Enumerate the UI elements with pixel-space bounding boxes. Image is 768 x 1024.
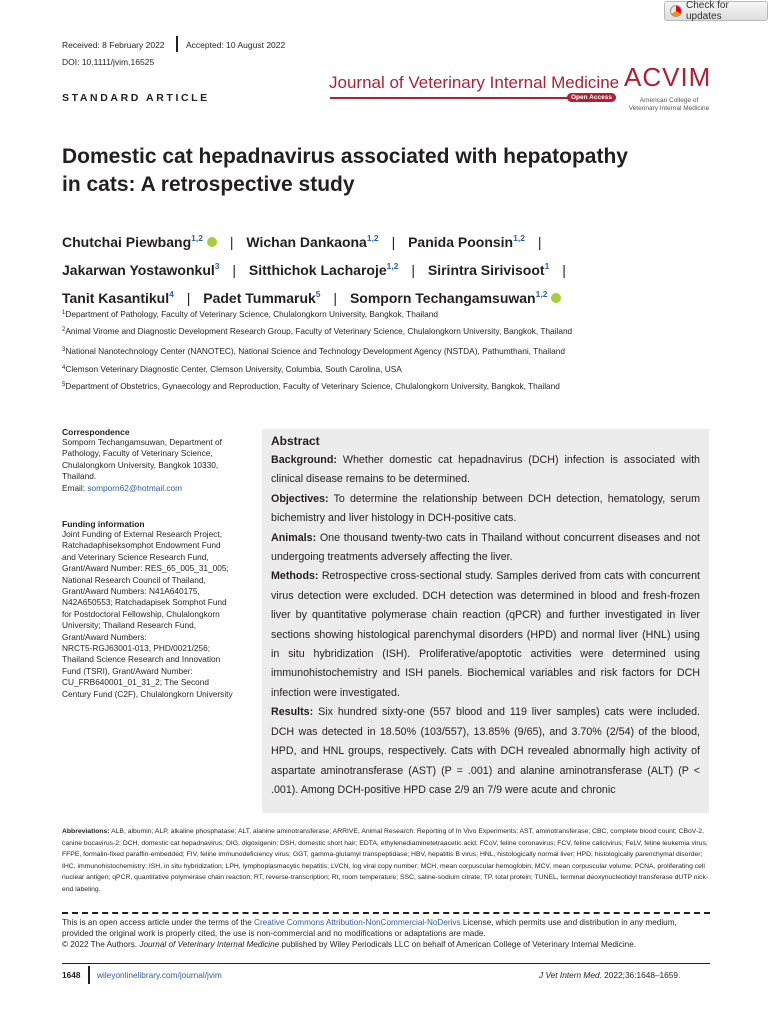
- open-access-badge: Open Access: [567, 93, 616, 102]
- funding-block: Funding information Joint Funding of External Research Project, Ratchadaphiseksomphot Endowment Fund and Veterinary Science Research Fund, Grant/Award Number: RES_65_005_31_005; National Research Council of Thailand, Grant/Award Numbers: N41A640175, N42A650553; Ratchadapisek Somphot Fund for Postdoctoral Fellowship, Chulalongkorn University; Thailand Research Fund, Grant/Award Numbers: NRCT5-RGJ63001-013, PHD/0021/256; Thailand Science Research and Innovation Fund (TSRI), Grant/Award Number: CU_FRB640001_01_31_2; The Second Century Fund (C2F), Chulalongkorn University: [62, 519, 272, 700]
- license-separator: [62, 912, 710, 914]
- acvim-logo: ACVIM: [624, 62, 712, 92]
- abbreviations: Abbreviations: ALB, albumin; ALP, alkaline phosphatase; ALT, alanine aminotransferase; ARRIVE, Animal Research: Reporting of In Vivo Experiments; AST, aminotransferase; CBC, complete blood count; CBoV-2, canine bocavirus-2; DCH, domestic cat hepadnavirus; DIG, digoxigenin; DSH, domestic short hair; EDTA, ethylenediaminetetraacetic acid; FCoV, feline coronavirus; FCV, feline calicivirus; FeLV, feline leukemia virus; FFPE, formalin-fixed paraffin-embedded; FIV, feline immunodeficiency virus; GGT, gamma-glutamyl transpeptidase; HBV, hepatitis B virus; HNL, histologically normal liver; HPD, histologically parenchymal disorder; IHC, immunohistochemistry; ISH, in situ hybridization; LPH, lymphoplasmacytic hepatitis; LVCN, log viral copy number; MCH, mean corpuscular hemoglobin; MCV, mean corpuscular volume; PCNA, proliferating cell nuclear antigen; qPCR, quantitative polymerase chain reaction; RT, reverse-transcription; Rt, room temperature; SSC, saline-sodium citrate; TP, total protein; TUNEL, terminal deoxynucleotidyl transferase dUTP nick-end labeling.: [62, 828, 709, 893]
- author-name: Somporn Techangamsuwan: [349, 290, 536, 306]
- footer-divider: [88, 966, 90, 984]
- correspondence-heading: Correspondence: [62, 427, 130, 437]
- abstract-heading: Abstract: [271, 434, 320, 448]
- author-name: Jakarwan Yostawonkul: [62, 262, 215, 278]
- abstract-animals: Animals: One thousand twenty-two cats in Thailand without concurrent diseases and not undergoing treatments adversely affecting the liver.: [271, 531, 700, 564]
- acvim-logo-subtitle: American College of Veterinary Internal Medicine: [628, 97, 710, 112]
- correspondence-line: Chulalongkorn University, Bangkok 10330,: [62, 459, 219, 470]
- author-name: Sitthichok Lacharoje: [248, 262, 387, 278]
- license-link[interactable]: Creative Commons Attribution-NonCommercial-NoDerivs: [254, 918, 461, 927]
- affiliation: $^1$Department of Pathology, Faculty of Veterinary Science, Chulalongkorn University, Bangkok, Thailand: [62, 309, 438, 319]
- orcid-icon[interactable]: [207, 237, 217, 247]
- affiliation: $^3$National Nanotechnology Center (NANOTEC), National Science and Technology Development Agency (NSTDA), Pathumthani, Thailand: [62, 346, 565, 356]
- journal-name: Journal of Veterinary Internal Medicine: [329, 73, 620, 92]
- received-date: Received: 8 February 2022: [62, 40, 165, 50]
- funding-heading: Funding information: [62, 519, 145, 529]
- meta-divider: [176, 36, 178, 52]
- citation: J Vet Intern Med. 2022;36:1648–1659.: [539, 970, 681, 980]
- author-name: Wichan Dankaona: [246, 234, 367, 250]
- doi[interactable]: DOI: 10.1111/jvim.16525: [62, 57, 155, 67]
- check-for-updates-button[interactable]: [664, 1, 768, 21]
- author-list: Chutchai Piewbang$^{1,2}$ | Wichan Dankaona$^{1,2}$ | Panida Poonsin$^{1,2}$ | Jakarwan Yostawonkul$^3$ | Sitthichok Lacharoje$^{1,2}$ | Sirintra Sirivisoot$^1$ | Tanit Kasantikul$^4$ | Padet Tummaruk$^5$ | Somporn Techangamsuwan$^{1,2}$: [62, 233, 566, 306]
- abstract-objectives: Objectives: To determine the relationship between DCH detection, hematology, serum bichemistry and liver histology in DCH-positive cats.: [271, 492, 700, 525]
- crossmark-icon: [670, 5, 682, 17]
- correspondence-line: Somporn Techangamsuwan, Department of: [62, 437, 222, 447]
- abstract-background: Background: Whether domestic cat hepadnavirus (DCH) infection is associated with clinical disease remains to be determined.: [271, 454, 700, 486]
- journal-url[interactable]: wileyonlinelibrary.com/journal/jvim: [97, 970, 222, 980]
- affiliation: $^2$Animal Virome and Diagnostic Development Research Group, Faculty of Veterinary Science, Chulalongkorn University, Bangkok, Thailand: [62, 326, 573, 336]
- author-name: Sirintra Sirivisoot: [427, 262, 545, 278]
- email-link[interactable]: somporn62@hotmail.com: [87, 482, 183, 493]
- author-name: Padet Tummaruk: [203, 290, 316, 306]
- article-title: Domestic cat hepadnavirus associated with hepatopathy in cats: A retrospective study: [62, 145, 628, 196]
- correspondence-line: Thailand.: [62, 471, 97, 482]
- article-type: STANDARD ARTICLE: [62, 92, 210, 104]
- affiliation: $^5$Department of Obstetrics, Gynaecology and Reproduction, Faculty of Veterinary Science, Chulalongkorn University, Bangkok, Thailand: [62, 381, 560, 391]
- abstract-results: Results: Six hundred sixty-one (557 blood and 119 liver samples) cats were included. DCH was detected in 18.50% (103/557), 13.85% (9/65), and 3.70% (2/54) of the blood, HPD, and HNL groups, respectively. Cats with DCH revealed abnormally high activity of aspartate aminotransferase (AST) (P = .001) and alanine aminotransferase (ALT) (P < .001). Among DCH-positive HPD case 2/9 an 7/9 were acute and chronic: [271, 706, 700, 796]
- footer-rule: [62, 963, 710, 964]
- license-text: This is an open access article under the terms of the Creative Commons Attribution-NonCommercial-NoDerivs License, which permits use and distribution in any medium, provided the original work is properly cited, the use is non-commercial and no modifications or adaptations are made. © 2022 The Authors. Journal of Veterinary Internal Medicine published by Wiley Periodicals LLC on behalf of American College of Veterinary Internal Medicine.: [62, 917, 710, 951]
- orcid-icon[interactable]: [551, 293, 561, 303]
- accepted-date: Accepted: 10 August 2022: [186, 40, 286, 50]
- author-name: Panida Poonsin: [408, 234, 514, 250]
- affiliation: $^4$Clemson Veterinary Diagnostic Center, Clemson University, Columbia, South Carolina, USA: [62, 364, 402, 374]
- page-number: 1648: [62, 970, 81, 980]
- correspondence-line: Pathology, Faculty of Veterinary Science,: [62, 448, 213, 459]
- correspondence-block: Correspondence Somporn Techangamsuwan, Department of Pathology, Faculty of Veterinary Science, Chulalongkorn University, Bangkok 10330, Thailand. Email: somporn62@hotmail.com: [62, 427, 258, 494]
- author-name: Chutchai Piewbang: [62, 234, 192, 250]
- abstract-box: [262, 429, 709, 813]
- copyright: © 2022 The Authors. Journal of Veterinary Internal Medicine published by Wiley Periodicals LLC on behalf of American College of Veterinary Internal Medicine.: [62, 940, 637, 950]
- author-name: Tanit Kasantikul: [62, 290, 170, 306]
- check-for-updates-label: Check for updates: [685, 0, 729, 22]
- abstract-methods: Methods: Retrospective cross-sectional study. Samples derived from cats with concurrent virus detection were excluded. DCH detection was determined in blood and fresh-frozen liver by quantitative polymerase chain reaction (qPCR) and further investigated in liver sections showing histological parenchymal disorders (HPD) and normal liver (HNL) using in situ hybridization (ISH). Proliferative/apoptotic activities were determined using immunohistochemistry and ISH panels. Biochemical variables and risk factors for DCH infection were investigated.: [271, 570, 700, 699]
